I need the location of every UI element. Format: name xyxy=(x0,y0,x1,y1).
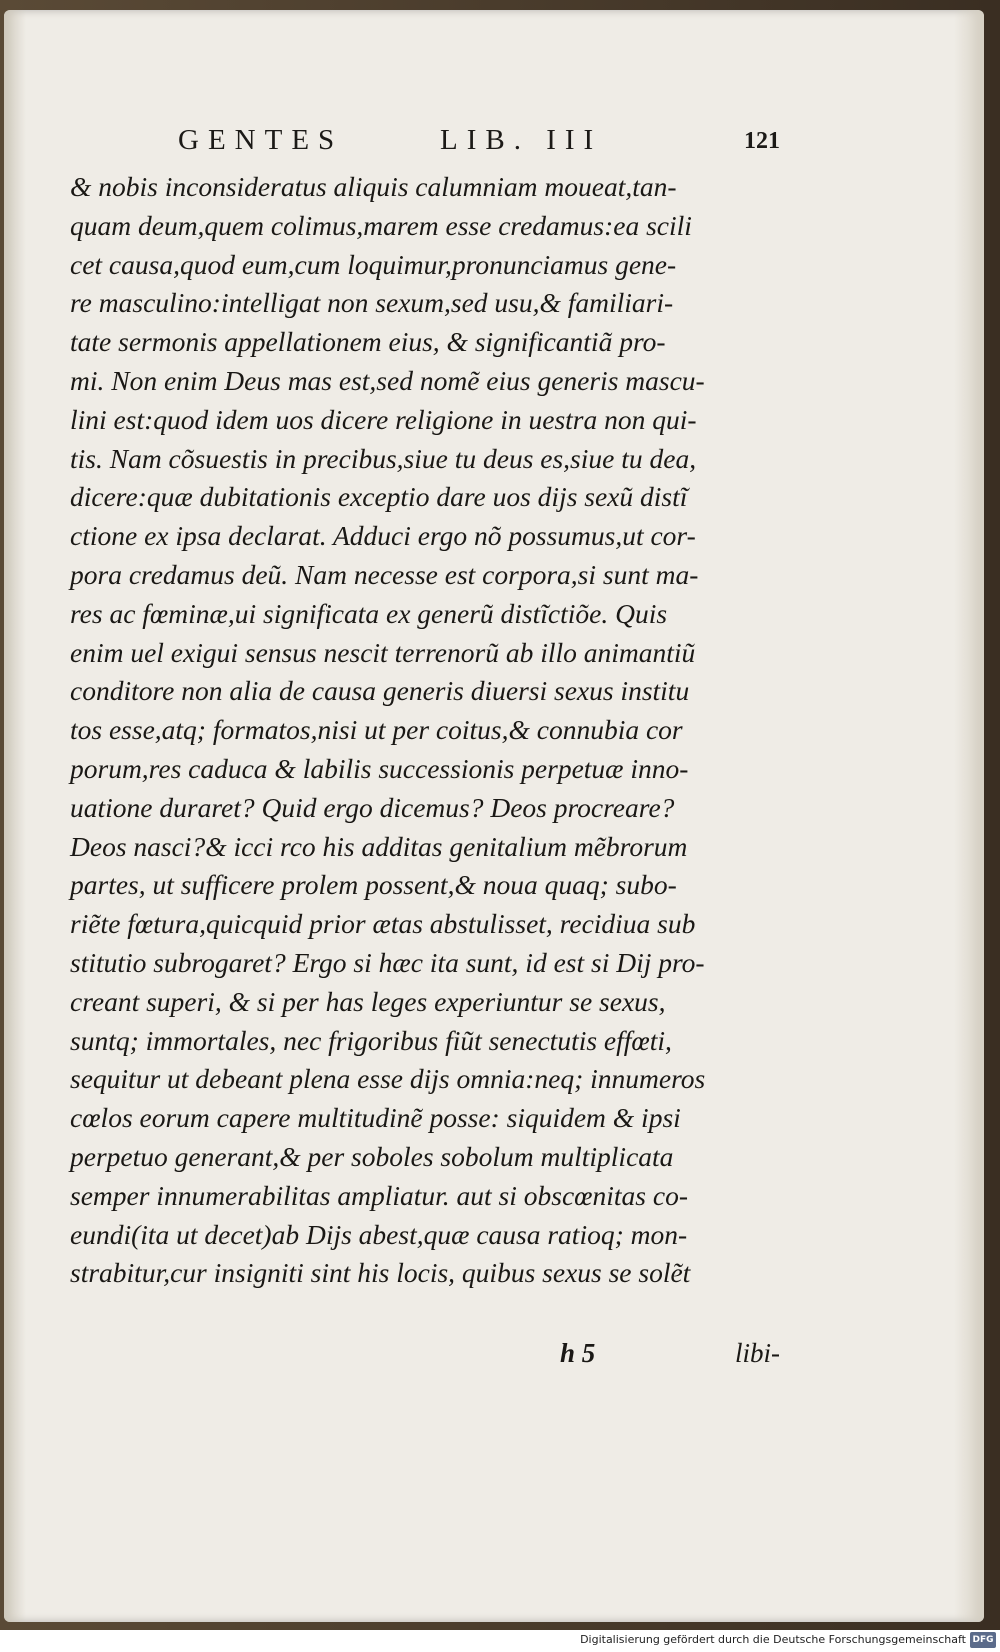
text-line: pora credamus deũ. Nam necesse est corpora,si sunt ma- xyxy=(70,558,699,590)
text-line: & nobis inconsideratus aliquis calumniam moueat,tan- xyxy=(70,171,677,202)
page-gutter-shadow xyxy=(4,10,26,1622)
text-line: suntq; immortales, nec frigoribus fiũt senectutis effœti, xyxy=(70,1024,672,1056)
text-line: enim uel exigui sensus nescit terrenorũ ab illo animantiũ xyxy=(70,636,696,668)
text-line: uatione duraret? Quid ergo dicemus? Deos procreare? xyxy=(70,791,675,823)
text-line: quam deum,quem colimus,marem esse credamus:ea scili xyxy=(70,209,692,241)
text-line: porum,res caduca & labilis successionis perpetuæ inno- xyxy=(70,752,689,784)
running-header xyxy=(140,124,790,164)
text-line: lini est:quod idem uos dicere religione in uestra non qui- xyxy=(70,403,697,435)
digitization-note: Digitalisierung gefördert durch die Deutsche Forschungsgemeinschaft xyxy=(580,1633,966,1646)
text-line: sequitur ut debeant plena esse dijs omnia:neq; innumeros xyxy=(70,1063,706,1095)
text-line: eundi(ita ut decet)ab Dijs abest,quæ causa ratioq; mon- xyxy=(70,1218,688,1250)
dfg-logo-icon: DFG xyxy=(970,1632,996,1648)
page-footer-marks xyxy=(560,1338,780,1378)
text-line: riẽte fœtura,quicquid prior ætas abstulisset, recidiua sub xyxy=(70,908,696,940)
text-line: cet causa,quod eum,cum loquimur,pronunciamus gene- xyxy=(70,248,677,280)
text-line: tate sermonis appellationem eius, & significantiã pro- xyxy=(70,326,666,358)
text-line: mi. Non enim Deus mas est,sed nomẽ eius generis mascu- xyxy=(70,364,705,396)
text-line: stitutio subrogaret? Ergo si hæc ita sunt, id est si Dij pro- xyxy=(70,946,705,978)
text-line: tos esse,atq; formatos,nisi ut per coitus,& connubia cor xyxy=(70,714,683,746)
text-line: tis. Nam cõsuestis in precibus,siue tu deus es,siue tu dea, xyxy=(70,442,697,474)
digitization-footer xyxy=(0,1630,1000,1652)
text-line: Deos nasci?& icci rco his additas genitalium mẽbrorum xyxy=(70,830,688,862)
page-number: 121 xyxy=(744,128,780,154)
text-line: ctione ex ipsa declarat. Adduci ergo nõ possumus,ut cor- xyxy=(70,520,696,552)
main-text-block xyxy=(70,168,780,1293)
text-line: cœlos eorum capere multitudinẽ posse: siquidem & ipsi xyxy=(70,1102,681,1134)
text-line: re masculino:intelligat non sexum,sed usu,& familiari- xyxy=(70,287,674,319)
running-title-right: LIB. III xyxy=(440,124,603,156)
text-line: dicere:quæ dubitationis exceptio dare uos dijs sexũ distĩ xyxy=(70,481,688,513)
catchword: libi- xyxy=(735,1338,780,1368)
text-line: semper innumerabilitas ampliatur. aut si obscœnitas co- xyxy=(70,1179,688,1211)
text-line: res ac fœminæ,ui significata ex generũ distĩctiõe. Quis xyxy=(70,597,668,629)
text-line: partes, ut sufficere prolem possent,& noua quaq; subo- xyxy=(70,869,677,901)
text-line: conditore non alia de causa generis diuersi sexus institu xyxy=(70,675,690,707)
page-edge-shadow xyxy=(954,10,984,1622)
signature-mark: h 5 xyxy=(560,1338,596,1368)
text-line: creant superi, & si per has leges experiuntur se sexus, xyxy=(70,985,666,1017)
running-title-left: GENTES xyxy=(178,124,344,156)
text-line: perpetuo generant,& per soboles sobolum multiplicata xyxy=(70,1140,674,1172)
text-line: strabitur,cur insigniti sint his locis, quibus sexus se solẽt xyxy=(70,1257,691,1289)
